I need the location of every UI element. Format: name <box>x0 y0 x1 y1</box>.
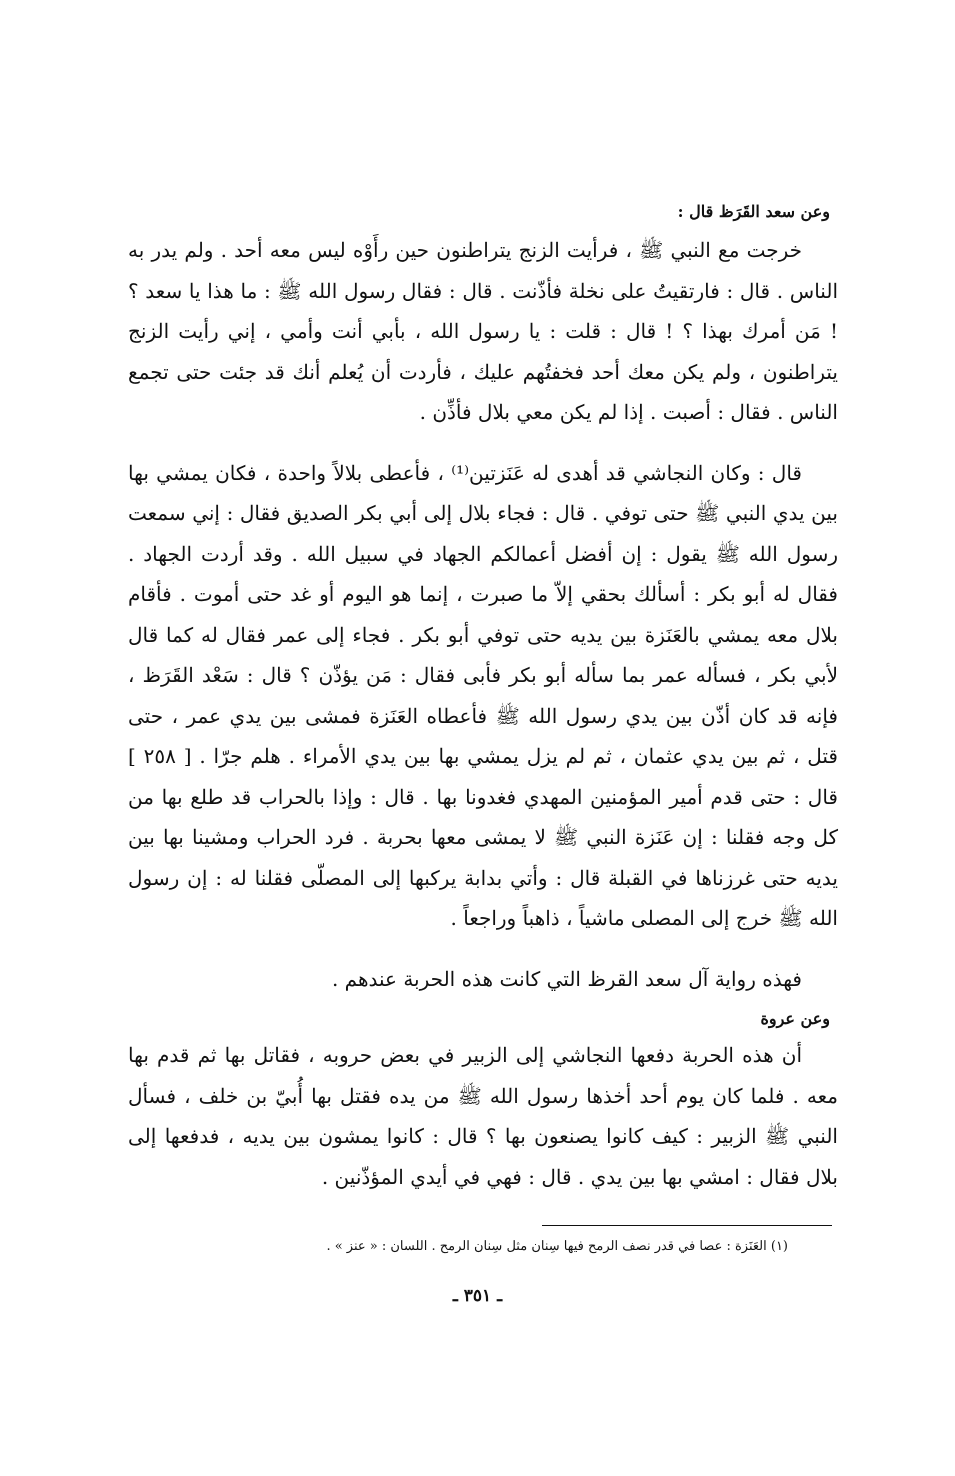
section-heading-saad: وعن سعد القَرَظ قال : <box>677 202 830 221</box>
page-number: ـ ٣٥١ ـ <box>452 1286 503 1306</box>
footnote-divider <box>542 1225 832 1226</box>
footnote: (١) العَنَزة : عصا في قدر نصف الرمح فيها سِنان مثل سِنان الرمح . اللسان : « عنز » . <box>326 1239 788 1254</box>
section-heading-urwa: وعن عروة <box>760 1009 830 1028</box>
page-body <box>128 198 838 1197</box>
paragraph-saad-family-summary: فهذه رواية آل سعد القرظ التي كانت هذه الحربة عندهم . <box>331 966 802 991</box>
paragraph-saad-narration: خرجت مع النبي ﷺ ، فرأيت الزنج يتراطنون حين رأَوْه ليس معه أحد . ولم يدر به الناس . قال : فارتقيتُ على نخلة فأذّنت . قال : فقال رسول الله ﷺ : ما هذا يا سعد ؟ ! مَن أمرك بهذا ؟ ! قال : قلت : يا رسول الله ، بأبي أنت وأمي ، إني رأيت الزنج يتراطنون ، ولم يكن معك أحد فخفتُهم عليك ، فأردت أن يُعلم أنك قد جئت حتى تجمع الناس . فقال : أصبت . إذا لم يكن معي بلال فأذِّن . <box>128 238 838 424</box>
paragraph-urwa-narration: أن هذه الحربة دفعها النجاشي إلى الزبير في بعض حروبه ، فقاتل بها ثم قدم بها معه . فلما كان يوم أحد أخذها رسول الله ﷺ من يده فقتل بها أُبيّ بن خلف ، فسأل النبي ﷺ الزبير : كيف كانوا يصنعون بها ؟ قال : كانوا يمشون بين يديه ، فدفعها إلى بلال فقال : امشي بها بين يدي . قال : فهي في أيدي المؤذّنين . <box>128 1043 838 1189</box>
paragraph-najashi-spears: قال : وكان النجاشي قد أهدى له عَنَزتين⁽¹⁾ ، فأعطى بلالاً واحدة ، فكان يمشي بها بين يدي النبي ﷺ حتى توفي . قال : فجاء بلال إلى أبي بكر الصديق فقال : إني سمعت رسول الله ﷺ يقول : إن أفضل أعمالكم الجهاد في سبيل الله . وقد أردت الجهاد . فقال له أبو بكر : أسألك بحقي إلاّ ما صبرت ، إنما هو اليوم أو غد حتى أموت . فأقام بلال معه يمشي بالعَنَزة بين يديه حتى توفي أبو بكر . فجاء إلى عمر فقال له كما قال لأبي بكر ، فسأله عمر بما سأله أبو بكر فأبى فقال : مَن يؤذّن ؟ قال : سَعْد القَرَظ ، فإنه قد كان أذّن بين يدي رسول الله ﷺ فأعطاه العَنَزة فمشى بين يدي عمر ، حتى قتل ، ثم بين يدي عثمان ، ثم لم يزل يمشي بها بين يدي الأمراء . هلم جرّا . [ ٢٥٨ ] قال : حتى قدم أمير المؤمنين المهدي فغدونا بها . قال : وإذا بالحراب قد طلع بها من كل وجه فقلنا : إن عَنَزة النبي ﷺ لا يمشى معها بحربة . فرد الحراب ومشينا بها بين يديه حتى غرزناها في القبلة قال : وأتي بدابة يركبها إلى المصلّى فقلنا له : إن رسول الله ﷺ خرج إلى المصلى ماشياً ، ذاهباً وراجعاً . <box>128 460 838 930</box>
